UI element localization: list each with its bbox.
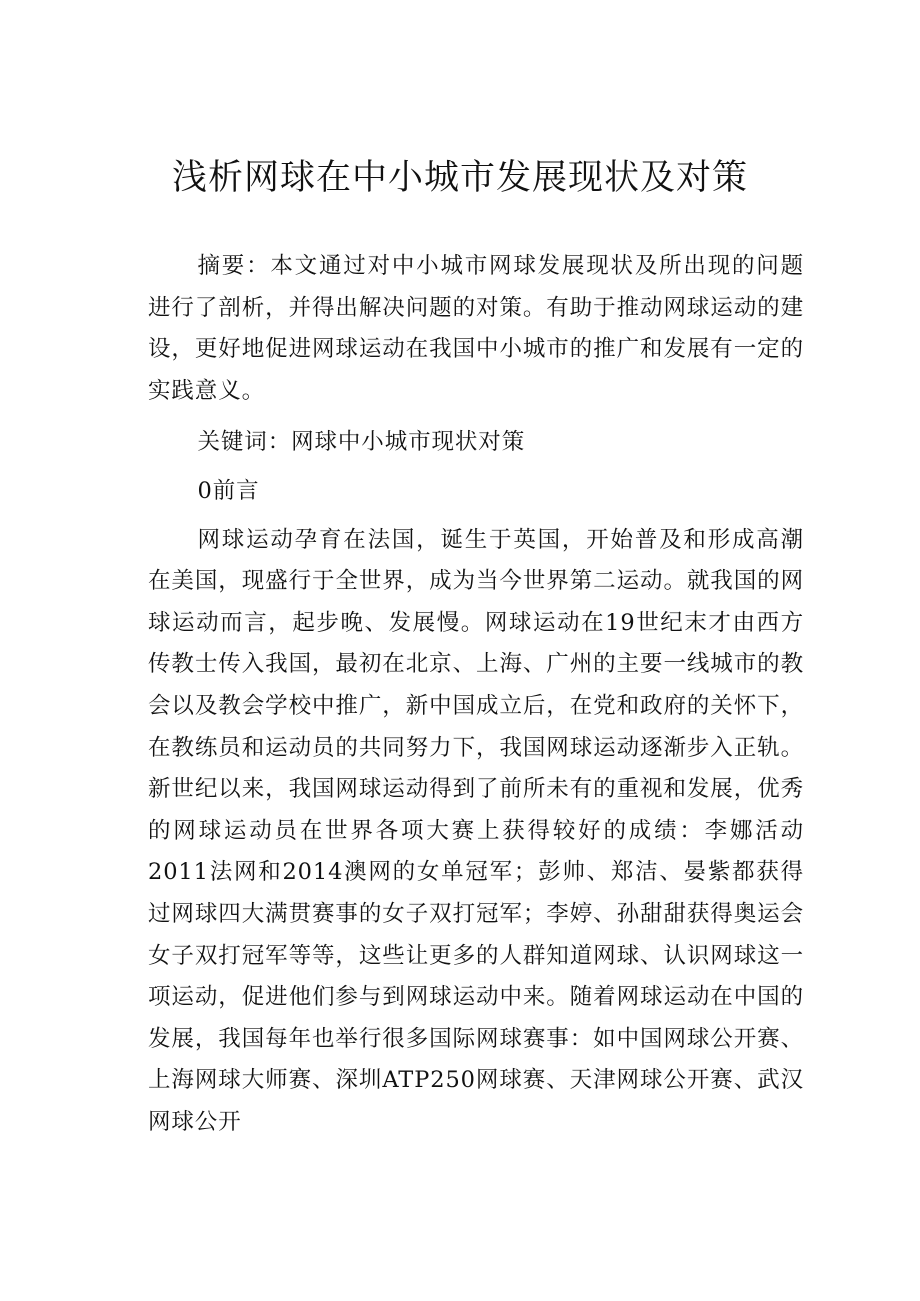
section-heading: 0前言 <box>197 477 260 504</box>
keywords-line: 关键词：网球中小城市现状对策 <box>197 429 526 456</box>
body-paragraph: 网球运动孕育在法国，诞生于英国，开始普及和形成高潮在美国，现盛行于全世界，成为当今世界第二运动。就我国的网球运动而言，起步晚、发展慢。网球运动在19世纪末才由西方传教士传入我国，最初在北京、上海、广州的主要一线城市的教会以及教会学校中推广，新中国成立后，在党和政府的关怀下，在教练员和运动员的共同努力下，我国网球运动逐渐步入正轨。新世纪以来，我国网球运动得到了前所未有的重视和发展，优秀的网球运动员在世界各项大赛上获得较好的成绩：李娜活动2011法网和2014澳网的女单冠军；彭帅、郑洁、晏紫都获得过网球四大满贯赛事的女子双打冠军；李婷、孙甜甜获得奥运会女子双打冠军等等，这些让更多的人群知道网球、认识网球这一项运动，促进他们参与到网球运动中来。随着网球运动在中国的发展，我国每年也举行很多国际网球赛事：如中国网球公开赛、上海网球大师赛、深圳ATP250网球赛、天津网球公开赛、武汉网球公开 <box>148 526 804 1135</box>
abstract-paragraph: 摘要：本文通过对中小城市网球发展现状及所出现的问题进行了剖析，并得出解决问题的对策。有助于推动网球运动的建设，更好地促进网球运动在我国中小城市的推广和发展有一定的实践意义。 <box>148 253 804 404</box>
document-body <box>148 246 804 1148</box>
document-title: 浅析网球在中小城市发展现状及对策 <box>171 158 748 198</box>
